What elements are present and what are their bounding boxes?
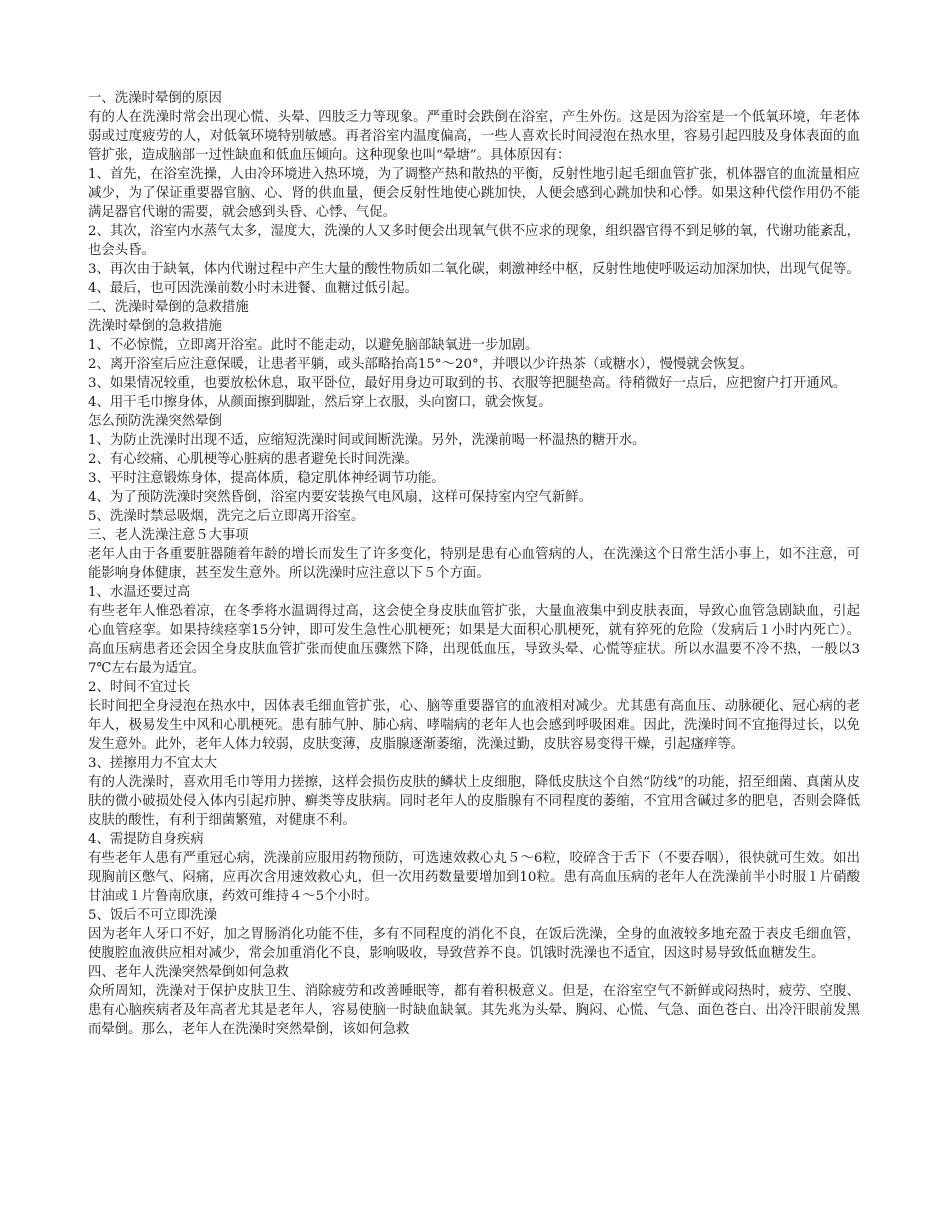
heading-1: 一、洗澡时晕倒的原因 [88, 91, 222, 106]
subheading: 洗澡时晕倒的急救措施 [88, 319, 222, 334]
list-item: 4、最后，也可因洗澡前数小时未进餐、血糖过低引起。 [88, 281, 418, 296]
list-item: 2、有心绞痛、心肌梗等心脏病的患者避免长时间洗澡。 [88, 452, 418, 467]
heading-2: 二、洗澡时晕倒的急救措施 [88, 300, 249, 315]
list-item: 2、离开浴室后应注意保暖，让患者平躺，或头部略抬高15°～20°，并喂以少许热茶（或糖水），慢慢就会恢复。 [88, 357, 754, 372]
subheading: 怎么预防洗澡突然晕倒 [88, 414, 222, 429]
paragraph: 有的人洗澡时，喜欢用毛巾等用力搓擦，这样会损伤皮肤的鳞状上皮细胞，降低皮肤这个自然“防线”的功能，招至细菌、真菌从皮肤的微小破损处侵入体内引起疖肿、癣类等皮肤病。同时老年人的皮脂腺有不同程度的萎缩，不宜用含碱过多的肥皂，否则会降低皮肤的酸性，有利于细菌繁殖，对健康不利。 [88, 775, 860, 828]
paragraph: 因为老年人牙口不好，加之胃肠消化功能不佳，多有不同程度的消化不良，在饭后洗澡，全身的血液较多地充盈于表皮毛细血管，使腹腔血液供应相对减少，常会加重消化不良，影响吸收，导致营养不良。饥饿时洗澡也不适宜，因这时易导致低血糖发生。 [88, 927, 860, 961]
heading-4: 四、老年人洗澡突然晕倒如何急救 [88, 965, 289, 980]
list-item: 1、首先，在浴室洗操，人由冷环境进入热环境，为了调整产热和散热的平衡，反射性地引起毛细血管扩张，机体器官的血流量相应减少，为了保证重要器官脑、心、肾的供血量，便会反射性地使心跳加快，人便会感到心跳加快和心悸。如果这种代偿作用仍不能满足器官代谢的需要，就会感到头昏、心悸、气促。 [88, 167, 860, 220]
paragraph: 有的人在洗澡时常会出现心慌、头晕、四肢乏力等现象。严重时会跌倒在浴室，产生外伤。这是因为浴室是一个低氧环境，年老体弱或过度疲劳的人，对低氧环境特别敏感。再者浴室内温度偏高，一些人喜欢长时间浸泡在热水里，容易引起四肢及身体表面的血管扩张，造成脑部一过性缺血和低血压倾向。这种现象也叫“晕塘”。具体原因有： [88, 110, 860, 163]
list-item: 4、为了预防洗澡时突然昏倒，浴室内要安装换气电风扇，这样可保持室内空气新鲜。 [88, 490, 592, 505]
subheading: 4、需提防自身疾病 [88, 832, 204, 847]
paragraph: 有些老年人患有严重冠心病，洗澡前应服用药物预防，可选速效救心丸５～6粒，咬碎含于舌下（不要吞咽），很快就可生效。如出现胸前区憋气、闷痛，应再次含用速效救心丸，但一次用药数量要增加到10粒。患有高血压病的老年人在洗澡前半小时服１片硝酸甘油或１片鲁南欣康，药效可维持４～5个小时。 [88, 851, 860, 904]
subheading: 5、饭后不可立即洗澡 [88, 908, 218, 923]
subheading: 3、搓擦用力不宜太大 [88, 756, 218, 771]
list-item: 3、如果情况较重，也要放松休息，取平卧位，最好用身边可取到的书、衣服等把腿垫高。待稍微好一点后，应把窗户打开通风。 [88, 376, 847, 391]
list-item: 5、洗澡时禁忌吸烟，洗完之后立即离开浴室。 [88, 509, 365, 524]
paragraph: 长时间把全身浸泡在热水中，因体表毛细血管扩张，心、脑等重要器官的血液相对减少。尤其患有高血压、动脉硬化、冠心病的老年人，极易发生中风和心肌梗死。患有肺气肿、肺心病、哮喘病的老年人也会感到呼吸困难。因此，洗澡时间不宜拖得过长，以免发生意外。此外，老年人体力较弱，皮肤变薄，皮脂腺逐渐萎缩，洗澡过勤，皮肤容易变得干燥，引起瘙痒等。 [88, 699, 860, 752]
list-item: 1、不必惊慌，立即离开浴室。此时不能走动，以避免脑部缺氧进一步加剧。 [88, 338, 539, 353]
document-body [88, 89, 860, 1039]
subheading: 2、时间不宜过长 [88, 680, 191, 695]
subheading: 1、水温还要过高 [88, 585, 191, 600]
list-item: 3、再次由于缺氧，体内代谢过程中产生大量的酸性物质如二氧化碳，刺激神经中枢，反射性地使呼吸运动加深加快，出现气促等。 [88, 262, 860, 277]
heading-3: 三、老人洗澡注意５大事项 [88, 528, 249, 543]
list-item: 1、为防止洗澡时出现不适，应缩短洗澡时间或间断洗澡。另外，洗澡前喝一杯温热的糖开水。 [88, 433, 646, 448]
paragraph: 众所周知，洗澡对于保护皮肤卫生、消除疲劳和改善睡眠等，都有着积极意义。但是，在浴室空气不新鲜或闷热时，疲劳、空腹、患有心脑疾病者及年高者尤其是老年人，容易使脑一时缺血缺氧。其先兆为头晕、胸闷、心慌、气急、面色苍白、出冷汗眼前发黑而晕倒。那么，老年人在洗澡时突然晕倒，该如何急救 [88, 984, 860, 1037]
paragraph: 有些老年人惟恐着凉，在冬季将水温调得过高，这会使全身皮肤血管扩张，大量血液集中到皮肤表面，导致心血管急剧缺血，引起心血管痉挛。如果持续痉挛15分钟，即可发生急性心肌梗死；如果是大面积心肌梗死，就有猝死的危险（发病后１小时内死亡）。高血压病患者还会因全身皮肤血管扩张而使血压骤然下降，出现低血压，导致头晕、心慌等症状。所以水温要不冷不热，一般以37℃左右最为适宜。 [88, 604, 860, 676]
list-item: 4、用干毛巾擦身体，从颜面擦到脚趾，然后穿上衣服，头向窗口，就会恢复。 [88, 395, 552, 410]
paragraph: 老年人由于各重要脏器随着年龄的增长而发生了许多变化，特别是患有心血管病的人，在洗澡这个日常生活小事上，如不注意，可能影响身体健康，甚至发生意外。所以洗澡时应注意以下５个方面。 [88, 547, 860, 581]
list-item: 3、平时注意锻炼身体，提高体质，稳定肌体神经调节功能。 [88, 471, 445, 486]
list-item: 2、其次，浴室内水蒸气太多，湿度大，洗澡的人又多时便会出现氧气供不应求的现象，组织器官得不到足够的氧，代谢功能紊乱，也会头昏。 [88, 224, 860, 258]
